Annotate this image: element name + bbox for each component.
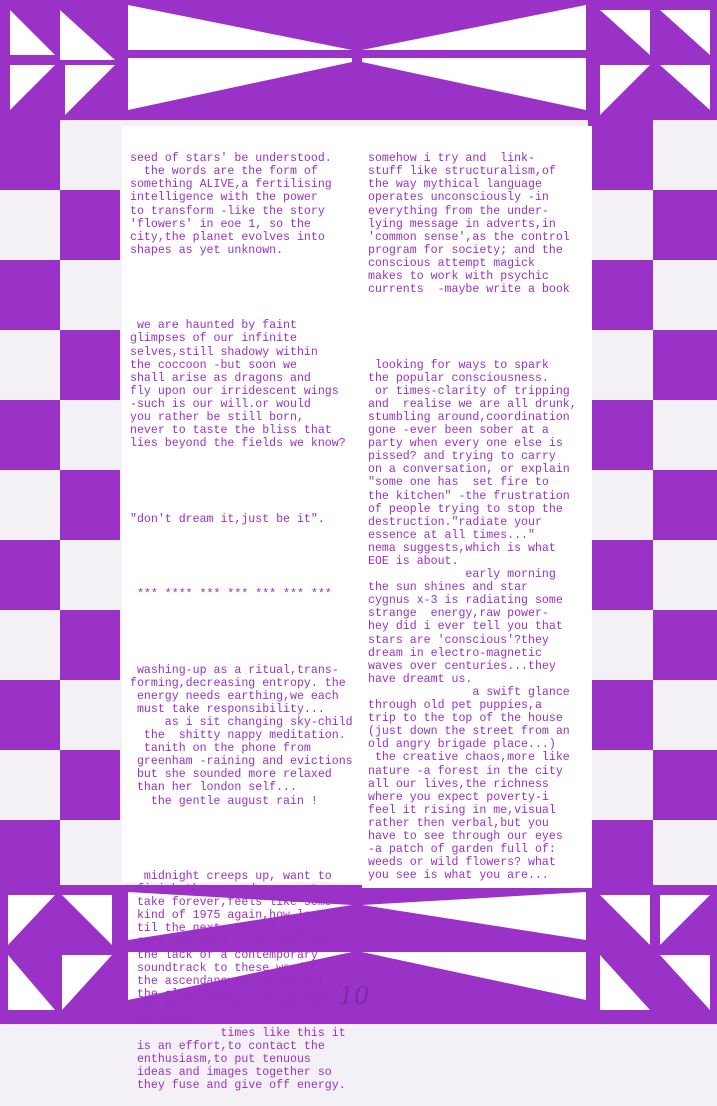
- page-number: 10: [338, 982, 370, 1010]
- left-asterisk-divider: *** **** *** *** *** *** ***: [130, 588, 332, 602]
- left-paragraph-1: seed of stars' be understood. the words are the form of something ALIVE,a fertilising intelligence with the power to transform -like the story 'flowers' in eoe 1, so the city,the planet evolves into shapes as yet unknown.: [130, 152, 332, 257]
- left-quote: "don't dream it,just be it".: [130, 512, 325, 526]
- left-paragraph-4: midnight creeps up, want to finish these words,seems to take forever,feels like some kind of 1975 again,how long til the next wave of passion sets the city afire.feeling the lack of a contemporary soundtrack to these words, the ascendancy of video put the clock back -need to smash the barriers down again,any volunteers? times like this it is an effort,to contact the enthusiasm,to put tenuous ideas and images together so they fuse and give off energy.: [136, 869, 346, 1093]
- right-paragraph-2: looking for ways to spark the popular consciousness. or times-clarity of tripping and realise we are all drunk, stumbling around,coordination gone -ever been sober at a party when every one else is pissed? and trying to carry on a conversation, or explain "some one has set fire to the kitchen" -the frustration of people trying to stop the destruction."radiate your essence at all times..." nema suggests,which is what EOE is about. early morning the sun shines and star cygnus x-3 is radiating some strange energy,raw power- hey did i ever tell you that stars are 'conscious'?they dream in electro-magnetic waves over centuries...they have dreamt us. a swift glance through old pet puppies,a trip to the top of the house (just down the street from an old angry brigade place...) the creative chaos,more like nature -a forest in the city all our lives,the richness where you expect poverty-i feel it rising in me,visual rather then verbal,but you have to see through our eyes -a patch of garden full of: weeds or wild flowers? what you see is what you are...: [368, 358, 577, 883]
- left-paragraph-3: washing-up as a ritual,trans- forming,decreasing entropy. the energy needs earthing,we each must take responsibility... as i sit changing sky-child the shitty nappy meditation. tanith on the phone from greenham -raining and evictions but she sounded more relaxed than her london self... the gentle august rain !: [130, 663, 353, 808]
- left-paragraph-2: we are haunted by faint glimpses of our infinite selves,still shadowy within the coccoon -but soon we shall arise as dragons and fly upon our irridescent wings -such is our will.or would you rather be still born, never to taste the bliss that lies beyond the fields we know?: [130, 319, 346, 451]
- right-paragraph-1: somehow i try and link- stuff like structuralism,of the way mythical language operates unconsciously -in everything from the under- lying message in adverts,in 'common sense',as the control program for society; and the conscious attempt magick makes to work with psychic currents -maybe write a book: [368, 152, 570, 297]
- text-column-right: [362, 126, 592, 888]
